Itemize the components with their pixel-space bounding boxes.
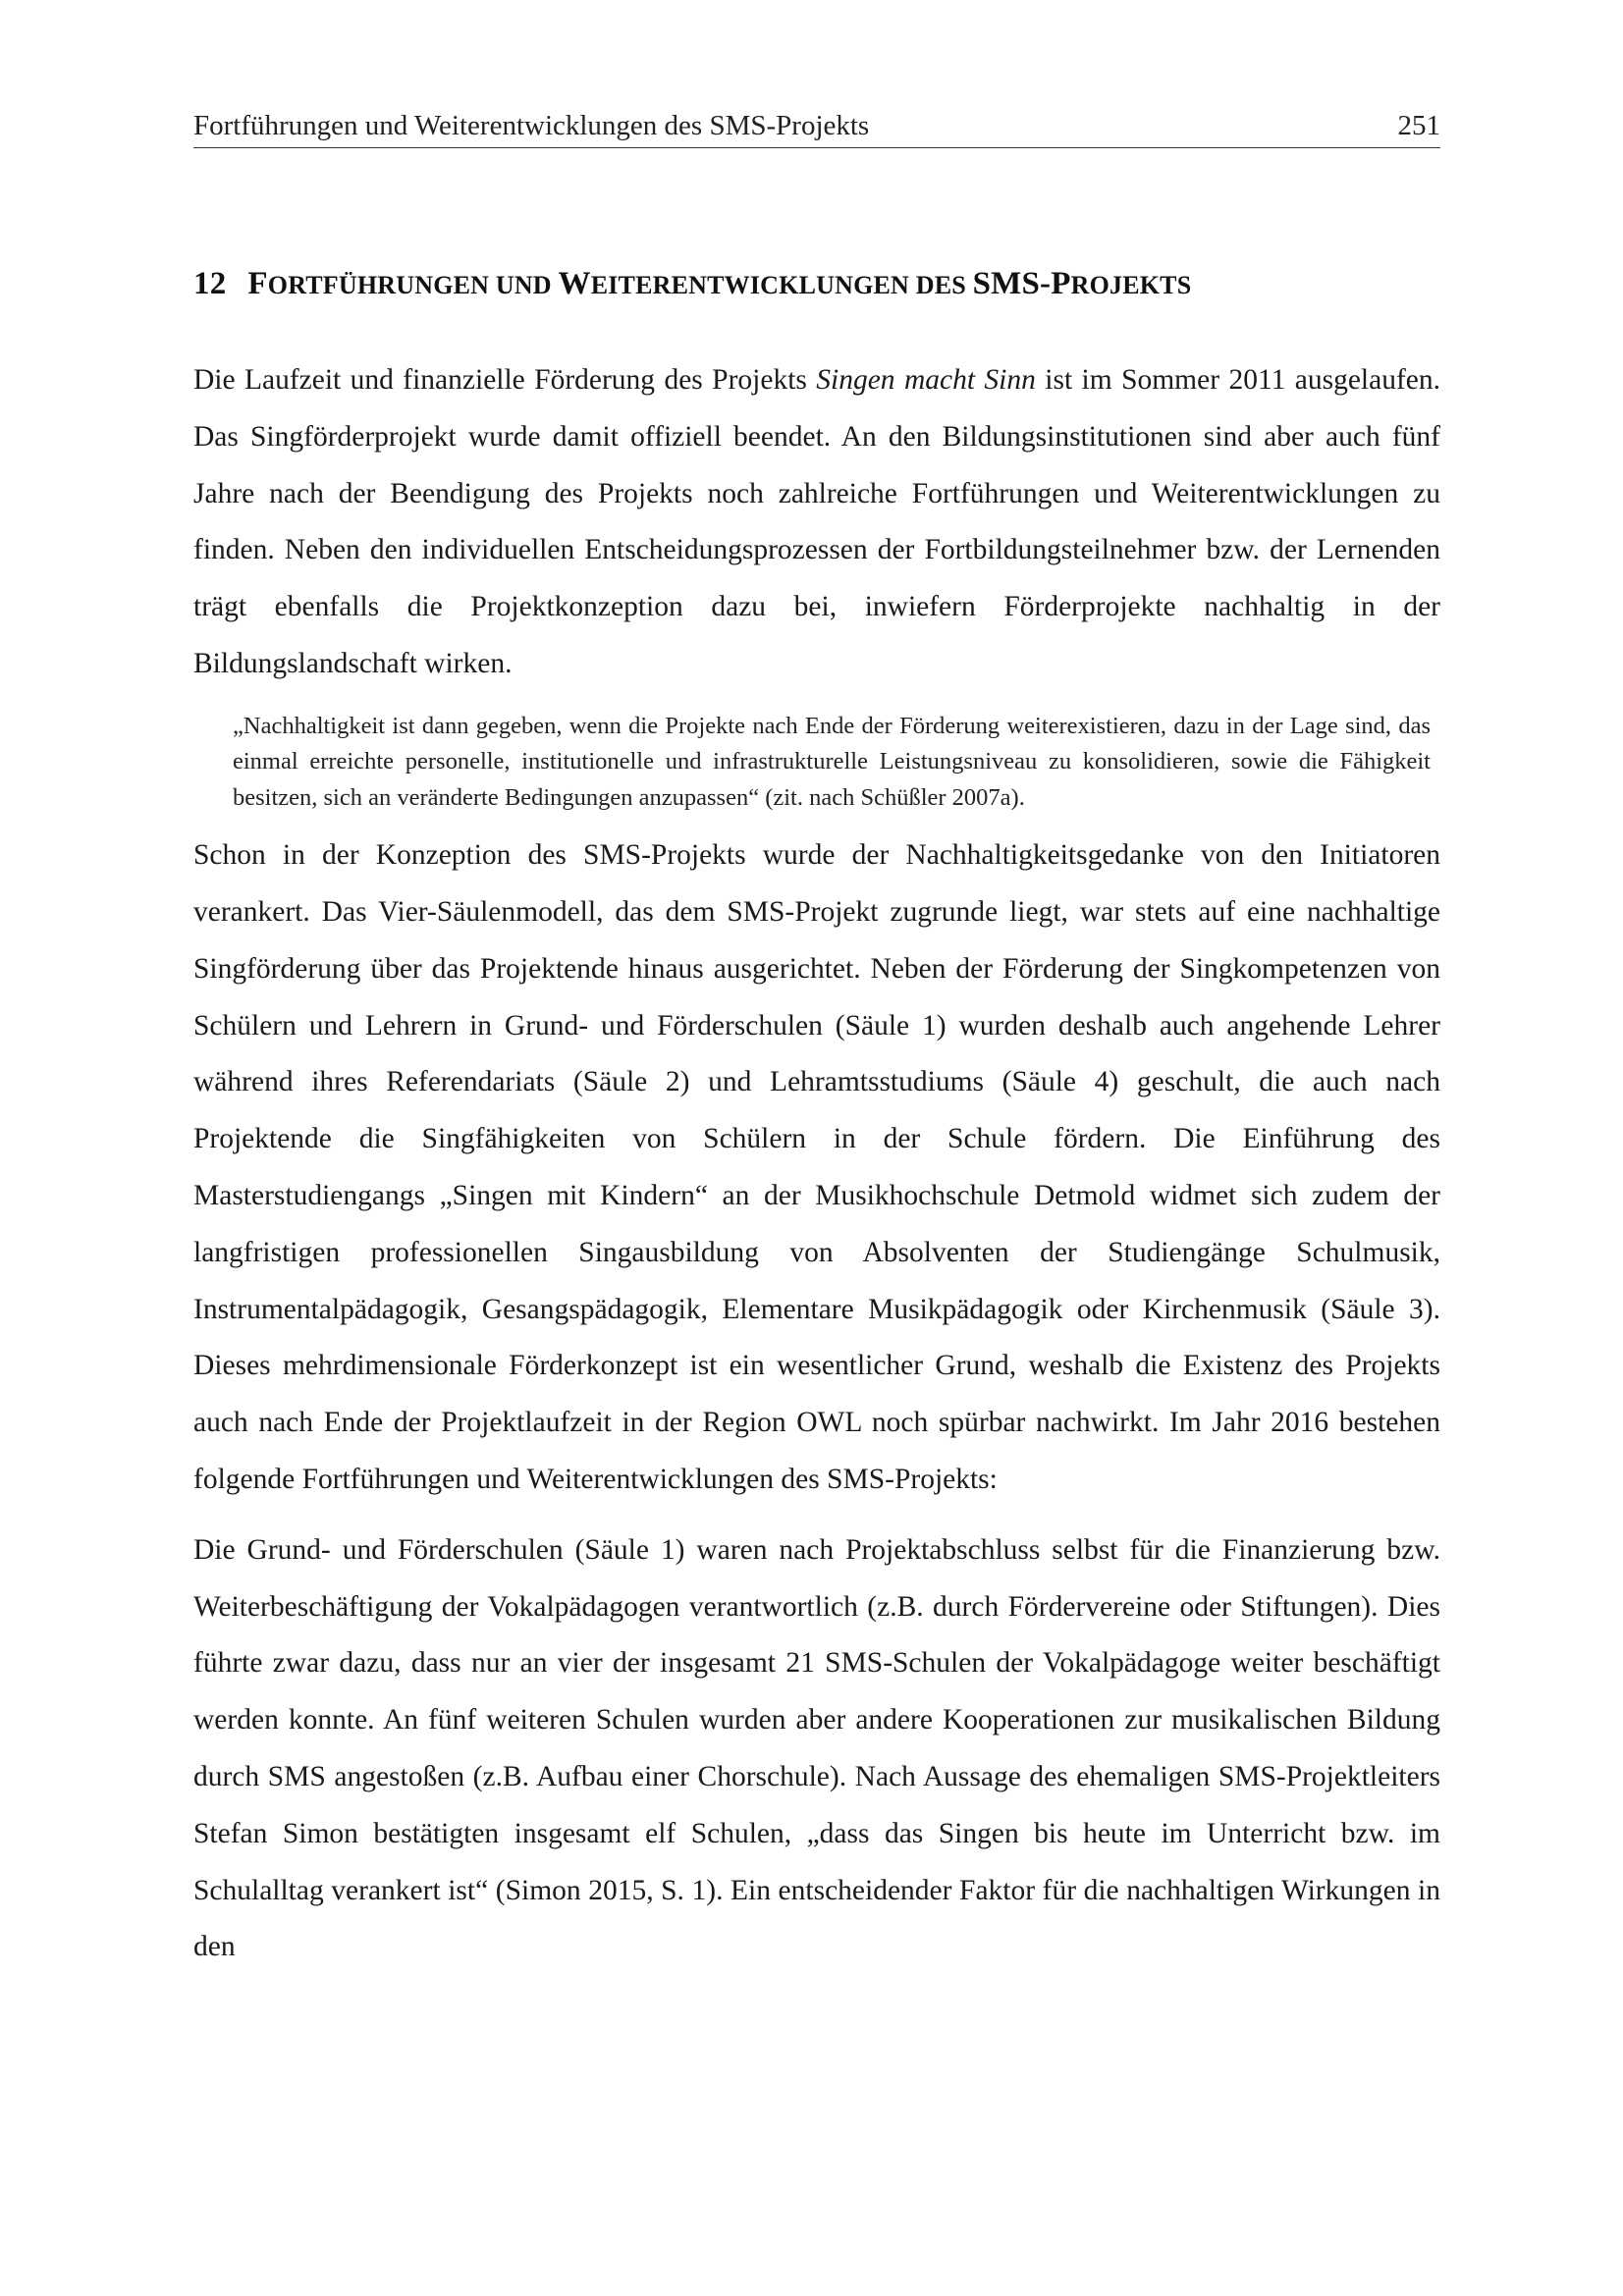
chapter-number: 12 <box>193 266 227 301</box>
project-title-italic: Singen macht Sinn <box>816 364 1036 396</box>
paragraph-text: Die Laufzeit und finanzielle Förderung des Projekts <box>193 364 817 396</box>
block-quote: „Nachhaltigkeit ist dann gegeben, wenn die Projekte nach Ende der Förderung weiterexistieren, dazu in der Lage sind, das einmal erreichte personelle, institutionelle und infrastrukturelle Leistungsniveau zu konsolidieren, sowie die Fähigkeit besitzen, sich an veränderte Bedingungen anzupassen“ (zit. nach Schüßler 2007a). <box>233 712 1431 811</box>
chapter-title-part: EITERENTWICKLUNGEN DES <box>590 271 973 299</box>
chapter-title-part: F <box>247 266 268 301</box>
paragraph-intro <box>193 352 1440 693</box>
running-title: Fortführungen und Weiterentwicklungen des SMS-Projekts <box>193 110 870 141</box>
paragraph-schools: Die Grund- und Förderschulen (Säule 1) waren nach Projektabschluss selbst für die Finanzierung bzw. Weiterbeschäftigung der Vokalpädagogen verantwortlich (z.B. durch Fördervereine oder Stiftungen). Dies führte zwar dazu, dass nur an vier der insgesamt 21 SMS-Schulen der Vokalpädagoge weiter beschäftigt werden konnte. An fünf weiteren Schulen wurden aber andere Kooperationen zur musikalischen Bildung durch SMS angestoßen (z.B. Aufbau einer Chorschule). Nach Aussage des ehemaligen SMS-Projektleiters Stefan Simon bestätigten insgesamt elf Schulen, „dass das Singen bis heute im Unterricht bzw. im Schulalltag verankert ist“ (Simon 2015, S. 1). Ein entscheidender Faktor für die nachhaltigen Wirkungen in den <box>193 1533 1440 1963</box>
document-page <box>193 108 1440 1976</box>
chapter-title-part: W <box>558 266 591 301</box>
chapter-title-part: SMS-P <box>972 266 1071 301</box>
chapter-title-part: ROJEKTS <box>1070 271 1192 299</box>
chapter-heading <box>193 264 1440 305</box>
chapter-title-part: ORTFÜHRUNGEN UND <box>267 271 559 299</box>
page-number: 251 <box>1397 110 1440 141</box>
running-header <box>193 108 1440 148</box>
paragraph-text: ist im Sommer 2011 ausgelaufen. Das Singförderprojekt wurde damit offiziell beendet. An den Bildungsinstitutionen sind aber auch fünf Jahre nach der Beendigung des Projekts noch zahlreiche Fortführungen und Weiterentwicklungen zu finden. Neben den individuellen Entscheidungsprozessen der Fortbildungsteilnehmer bzw. der Lernenden trägt ebenfalls die Projektkonzeption dazu bei, inwiefern Förderprojekte nachhaltig in der Bildungslandschaft wirken. <box>193 364 1440 679</box>
paragraph-concept: Schon in der Konzeption des SMS-Projekts wurde der Nachhaltigkeitsgedanke von den Initiatoren verankert. Das Vier-Säulenmodell, das dem SMS-Projekt zugrunde liegt, war stets auf eine nachhaltige Singförderung über das Projektende hinaus ausgerichtet. Neben der Förderung der Singkompetenzen von Schülern und Lehrern in Grund- und Förderschulen (Säule 1) wurden deshalb auch angehende Lehrer während ihres Referendariats (Säule 2) und Lehramtsstudiums (Säule 4) geschult, die auch nach Projektende die Singfähigkeiten von Schülern in der Schule fördern. Die Einführung des Masterstudiengangs „Singen mit Kindern“ an der Musikhochschule Detmold widmet sich zudem der langfristigen professionellen Singausbildung von Absolventen der Studiengänge Schulmusik, Instrumentalpädagogik, Gesangspädagogik, Elementare Musikpädagogik oder Kirchenmusik (Säule 3). Dieses mehrdimensionale Förderkonzept ist ein wesentlicher Grund, weshalb die Existenz des Projekts auch nach Ende der Projektlaufzeit in der Region OWL noch spürbar nachwirkt. Im Jahr 2016 bestehen folgende Fortführungen und Weiterentwicklungen des SMS-Projekts: <box>193 839 1440 1496</box>
